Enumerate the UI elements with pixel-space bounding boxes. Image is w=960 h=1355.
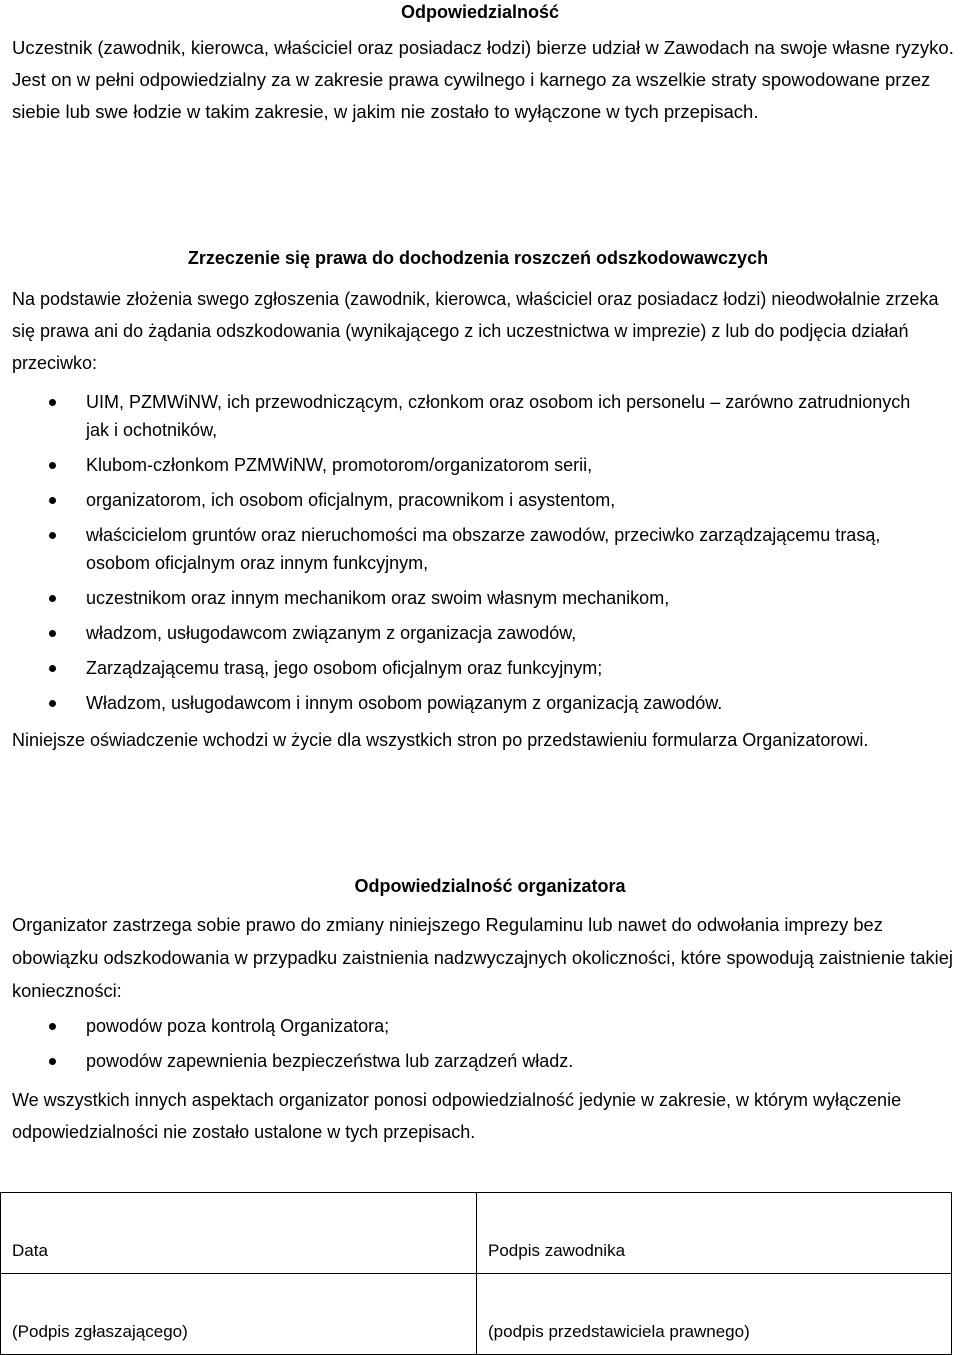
bullet-icon <box>49 630 56 637</box>
bullet-icon <box>49 1023 56 1030</box>
list-item <box>0 521 926 577</box>
organizer-reasons-list <box>0 1012 960 1075</box>
list-item-text: Władzom, usługodawcom i innym osobom powiązanym z organizacją zawodów. <box>86 693 723 713</box>
signature-row <box>1 1193 952 1274</box>
bullet-icon <box>49 497 56 504</box>
bullet-icon <box>49 399 56 406</box>
waiver-intro-paragraph: Na podstawie złożenia swego zgłoszenia (zawodnik, kierowca, właściciel oraz posiadacz łodzi) nieodwołalnie zrzeka się prawa ani do żądania odszkodowania (wynikającego z ich uczestnictwa w imprezie) z lub do podjęcia działań przeciwko: <box>12 289 939 373</box>
bullet-icon <box>49 700 56 707</box>
applicant-signature-label: (Podpis zgłaszającego) <box>12 1322 188 1341</box>
bullet-icon <box>49 595 56 602</box>
list-item <box>0 619 926 647</box>
liability-paragraph: Uczestnik (zawodnik, kierowca, właściciel oraz posiadacz łodzi) bierze udział w Zawodach na swoje własne ryzyko. Jest on w pełni odpowiedzialny za w zakresie prawa cywilnego i karnego za wszelkie straty spowodowane przez siebie lub swe łodzie w takim zakresie, w jakim nie zostało to wyłączone w tych przepisach. <box>12 37 954 122</box>
bullet-icon <box>49 462 56 469</box>
applicant-signature-field[interactable] <box>1 1274 477 1355</box>
list-item <box>0 1047 926 1075</box>
list-item-text: UIM, PZMWiNW, ich przewodniczącym, członkom oraz osobom ich personelu – zarówno zatrudnionych jak i ochotników, <box>86 392 911 440</box>
list-item <box>0 388 926 444</box>
list-item-text: właścicielom gruntów oraz nieruchomości ma obszarze zawodów, przeciwko zarządzającemu trasą, osobom oficjalnym oraz innym funkcyjnym, <box>86 525 881 573</box>
bullet-icon <box>49 532 56 539</box>
date-field[interactable] <box>1 1193 477 1274</box>
bullet-icon <box>49 665 56 672</box>
legal-rep-signature-field[interactable] <box>477 1274 952 1355</box>
list-item <box>0 486 926 514</box>
list-item <box>0 451 926 479</box>
list-item-text: uczestnikom oraz innym mechanikom oraz swoim własnym mechanikom, <box>86 588 670 608</box>
waiver-list <box>0 388 960 717</box>
list-item-text: władzom, usługodawcom związanym z organizacja zawodów, <box>86 623 577 643</box>
list-item <box>0 654 926 682</box>
competitor-signature-label: Podpis zawodnika <box>488 1241 626 1260</box>
list-item-text: powodów poza kontrolą Organizatora; <box>86 1016 390 1036</box>
competitor-signature-field[interactable] <box>477 1193 952 1274</box>
date-label: Data <box>12 1241 48 1260</box>
organizer-intro-paragraph: Organizator zastrzega sobie prawo do zmiany niniejszego Regulaminu lub nawet do odwołania imprezy bez obowiązku odszkodowania w przypadku zaistnienia nadzwyczajnych okoliczności, które spowodują zaistnienie takiej konieczności: <box>12 914 953 1001</box>
legal-rep-signature-label: (podpis przedstawiciela prawnego) <box>488 1322 750 1341</box>
organizer-closing-paragraph: We wszystkich innych aspektach organizator ponosi odpowiedzialność jedynie w zakresie, w którym wyłączenie odpowiedzialności nie zostało ustalone w tych przepisach. <box>12 1090 902 1142</box>
list-item <box>0 1012 926 1040</box>
list-item-text: organizatorom, ich osobom oficjalnym, pracownikom i asystentom, <box>86 490 616 510</box>
signature-table <box>0 1192 952 1355</box>
list-item-text: Zarządzającemu trasą, jego osobom oficjalnym oraz funkcyjnym; <box>86 658 603 678</box>
section-title-organizer-liability: Odpowiedzialność organizatora <box>354 876 626 896</box>
list-item-text: Klubom-członkom PZMWiNW, promotorom/organizatorom serii, <box>86 455 593 475</box>
section-title-waiver: Zrzeczenie się prawa do dochodzenia roszczeń odszkodowawczych <box>187 248 769 268</box>
section-title-liability: Odpowiedzialność <box>400 2 560 22</box>
list-item <box>0 584 926 612</box>
list-item <box>0 689 926 717</box>
bullet-icon <box>49 1058 56 1065</box>
signature-row <box>1 1274 952 1355</box>
waiver-closing-paragraph: Niniejsze oświadczenie wchodzi w życie dla wszystkich stron po przedstawieniu formularza Organizatorowi. <box>12 730 869 750</box>
list-item-text: powodów zapewnienia bezpieczeństwa lub zarządzeń władz. <box>86 1051 574 1071</box>
